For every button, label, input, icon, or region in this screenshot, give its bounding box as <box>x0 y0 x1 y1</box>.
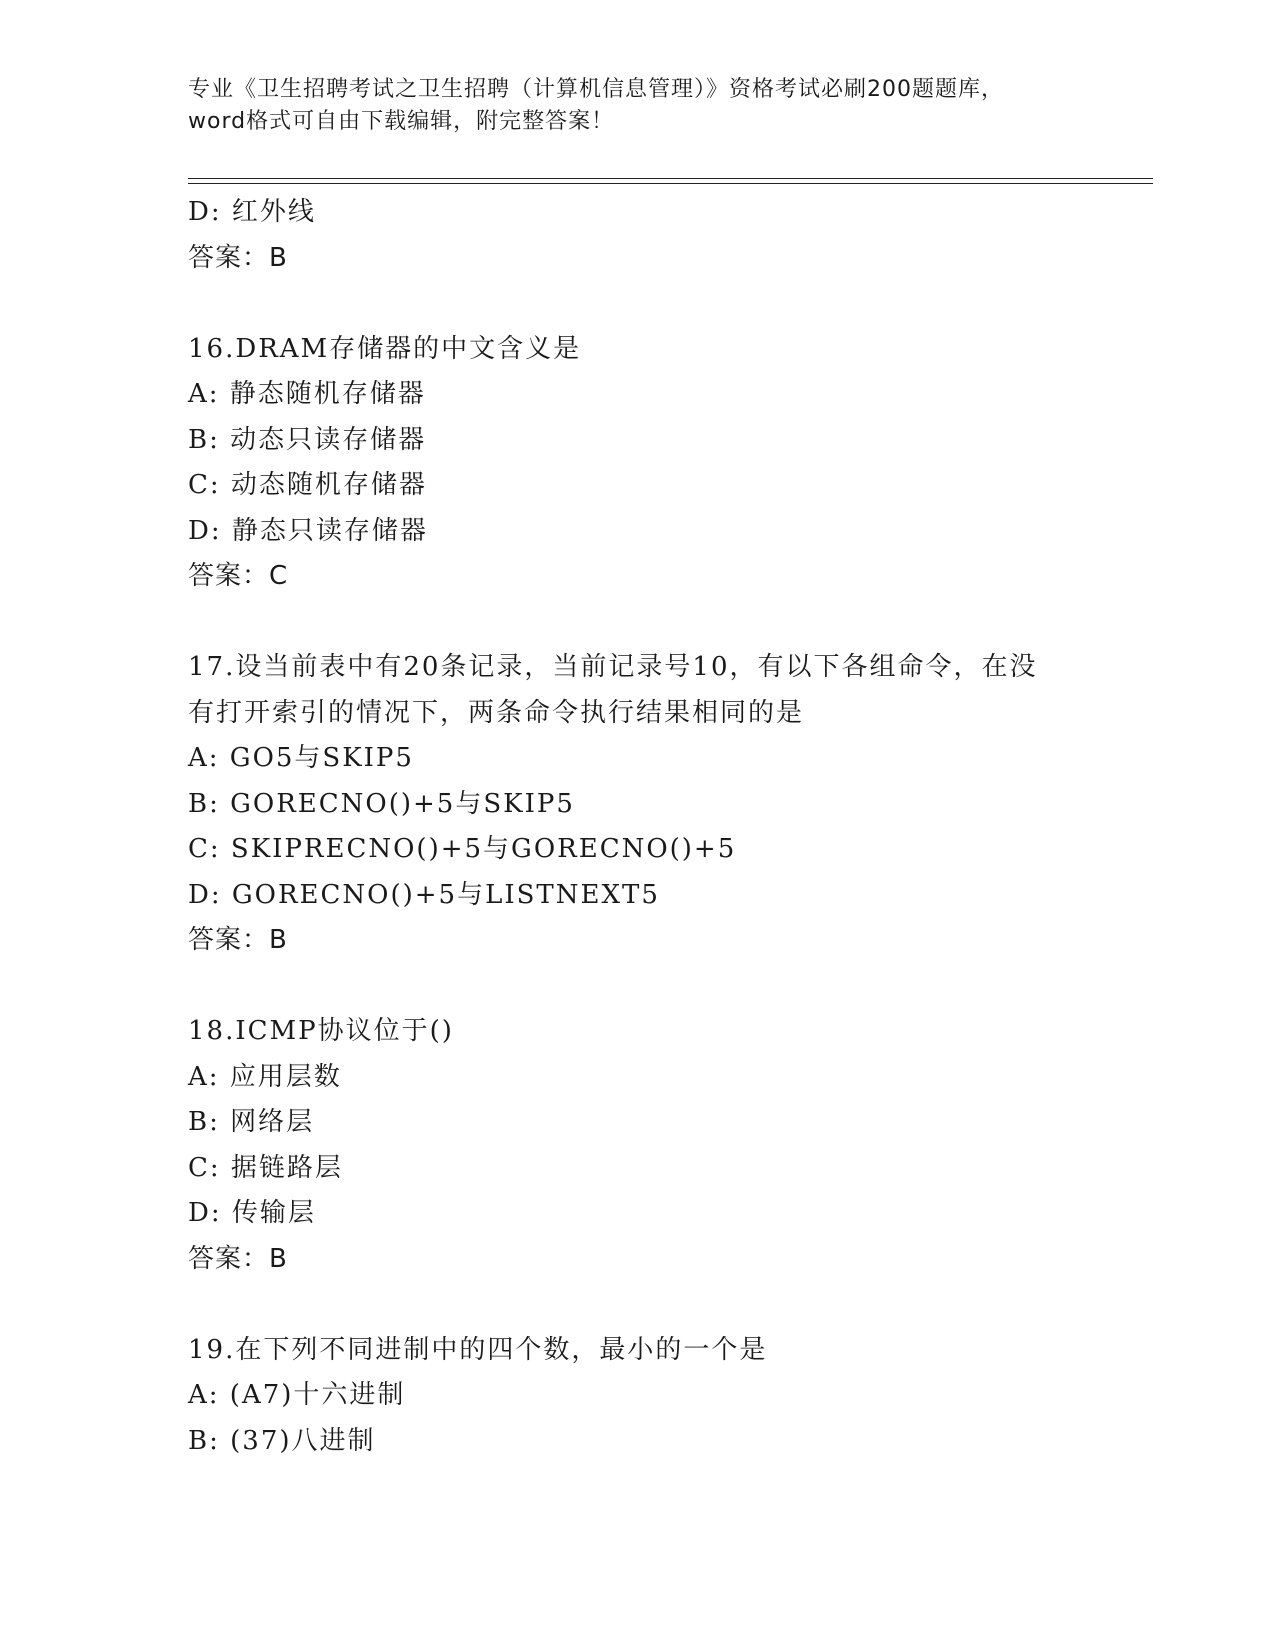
option-b: B: 网络层 <box>188 1107 315 1137</box>
option-c: C: 据链路层 <box>188 1152 343 1183</box>
spacer <box>188 1282 1088 1328</box>
document-header <box>188 74 1088 138</box>
question-stem-line-2: 有打开索引的情况下，两条命令执行结果相同的是 <box>188 697 805 728</box>
option-d: D: GORECNO()+5与LISTNEXT5 <box>188 879 660 910</box>
question-17 <box>188 645 1088 964</box>
header-line-1: 专业《卫生招聘考试之卫生招聘（计算机信息管理）》资格考试必刷200题题库， <box>188 77 1004 102</box>
question-15 <box>188 190 1088 281</box>
spacer <box>188 281 1088 327</box>
question-stem: 18.ICMP协议位于() <box>188 1016 454 1046</box>
answer-line: 答案：C <box>188 561 289 591</box>
option-a: A: 静态随机存储器 <box>188 379 426 409</box>
question-list <box>188 190 1088 1464</box>
option-d: D: 传输层 <box>188 1198 316 1228</box>
option-b: B: 动态只读存储器 <box>188 424 427 455</box>
question-16 <box>188 327 1088 600</box>
header-divider-bottom <box>188 183 1153 184</box>
option-b: B: (37)八进制 <box>188 1425 376 1456</box>
question-18 <box>188 1009 1088 1282</box>
question-stem: 16.DRAM存储器的中文含义是 <box>188 333 582 364</box>
question-19 <box>188 1328 1088 1465</box>
spacer <box>188 964 1088 1010</box>
option-a: A: GO5与SKIP5 <box>188 743 414 773</box>
question-stem: 19.在下列不同进制中的四个数，最小的一个是 <box>188 1334 768 1365</box>
option-c: C: 动态随机存储器 <box>188 470 427 500</box>
answer-line: 答案：B <box>188 925 288 955</box>
spacer <box>188 600 1088 646</box>
option-c: C: SKIPRECNO()+5与GORECNO()+5 <box>188 834 737 864</box>
question-stem-line-1: 17.设当前表中有20条记录，当前记录号10，有以下各组命令，在没 <box>188 652 1038 682</box>
option-d: D: 红外线 <box>188 197 316 227</box>
option-d: D: 静态只读存储器 <box>188 515 428 546</box>
answer-line: 答案：B <box>188 242 288 273</box>
answer-line: 答案：B <box>188 1243 288 1274</box>
header-divider-top <box>188 178 1153 179</box>
option-b: B: GORECNO()+5与SKIP5 <box>188 788 575 819</box>
option-a: A: (A7)十六进制 <box>188 1380 406 1410</box>
header-line-2: word格式可自由下载编辑，附完整答案！ <box>188 109 615 134</box>
option-a: A: 应用层数 <box>188 1061 342 1092</box>
